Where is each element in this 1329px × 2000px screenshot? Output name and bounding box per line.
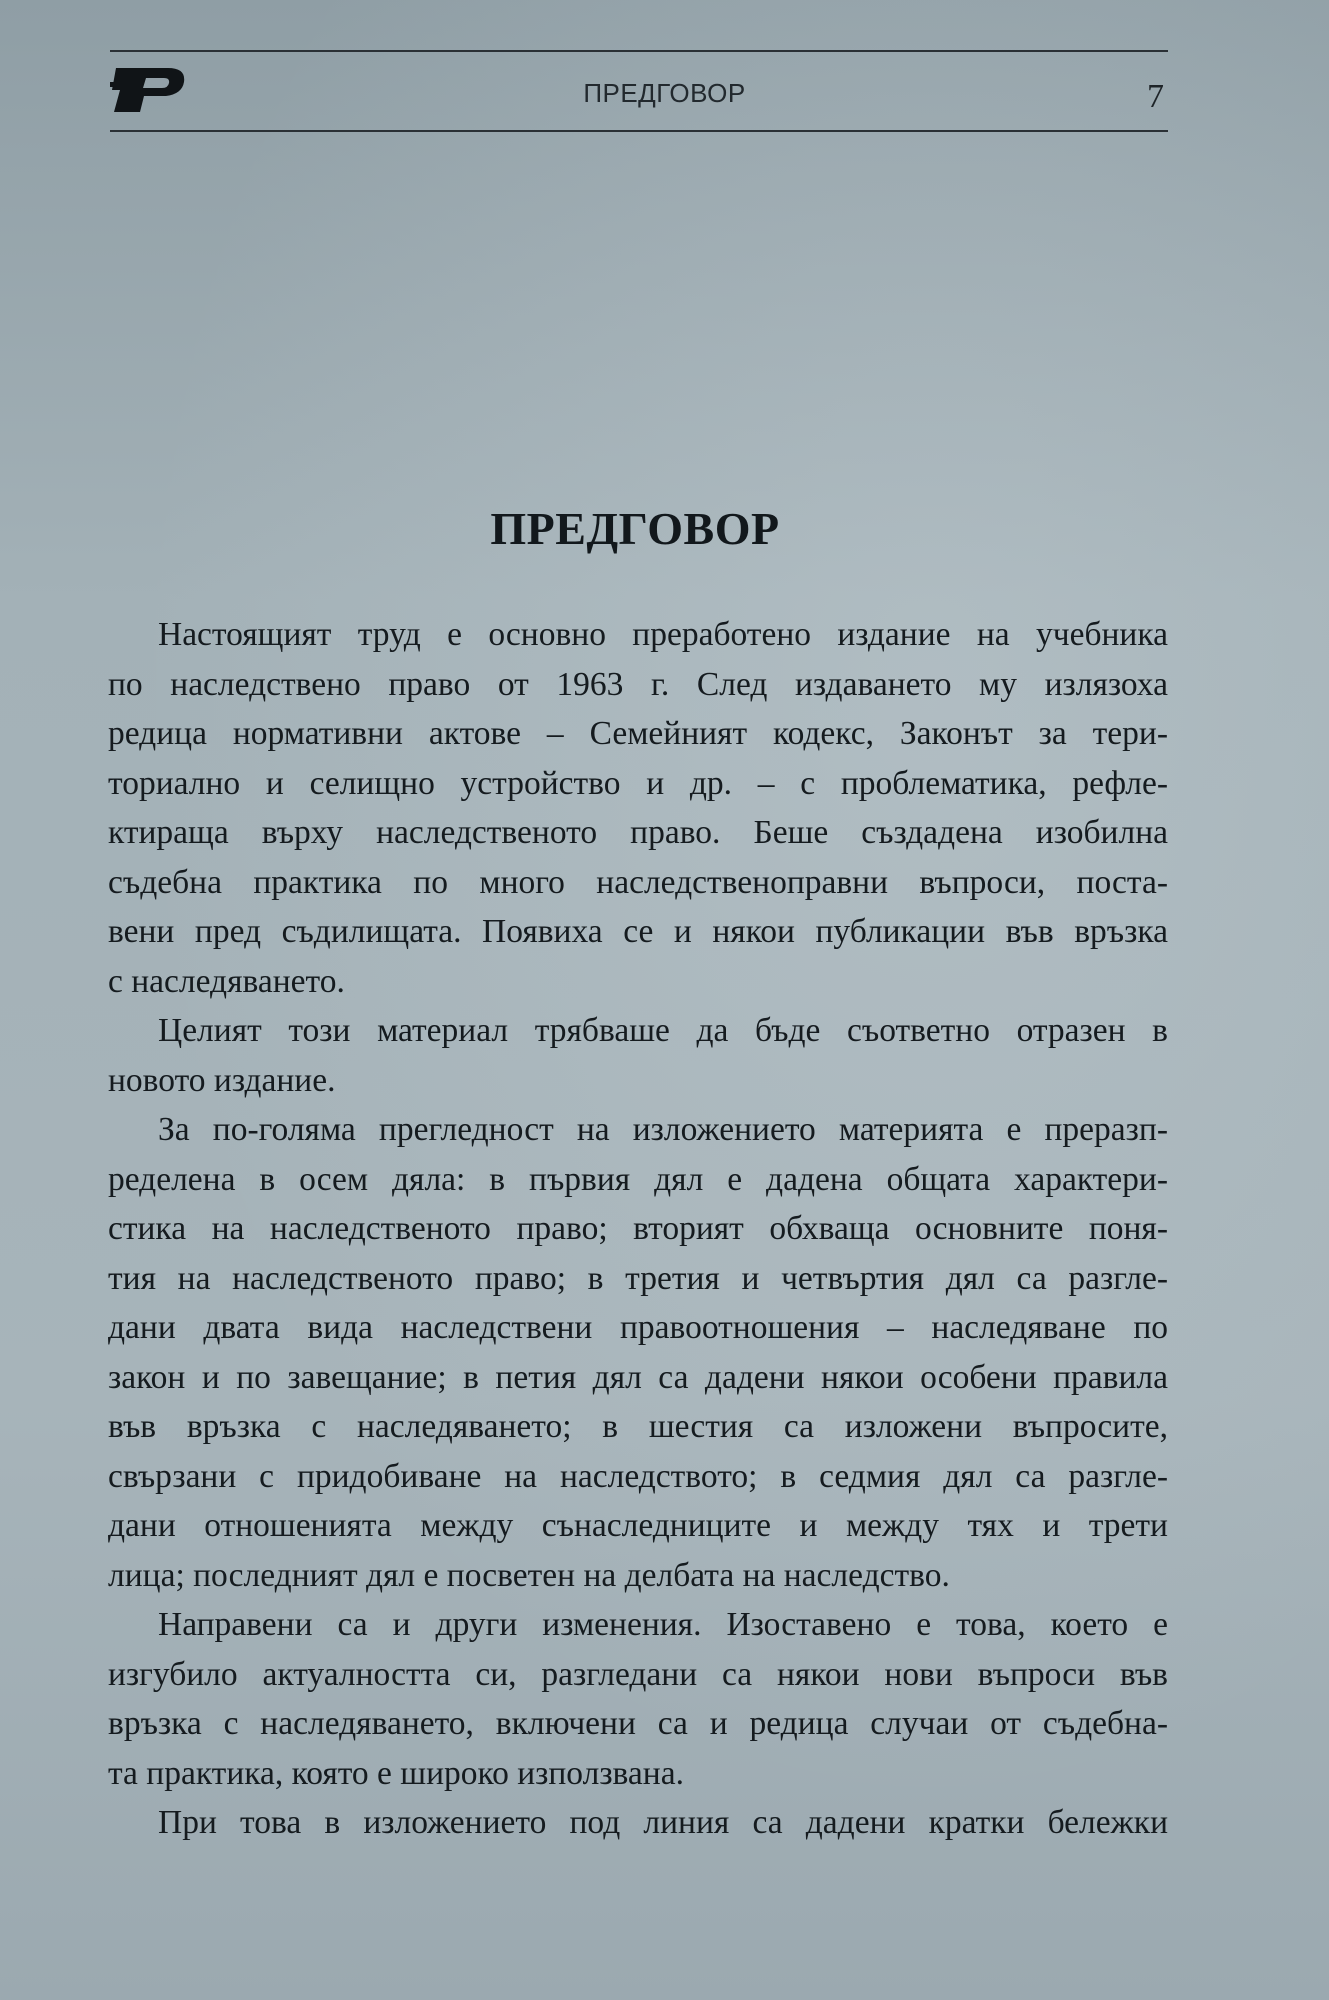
- text-line: дани двата вида наследствени правоотношения – наследяване по: [108, 1309, 1168, 1346]
- text-line: по наследствено право от 1963 г. След издаването му излязоха: [108, 665, 1168, 703]
- header-top-rule: [110, 50, 1168, 52]
- text-line: закон и по завещание; в петия дял са дадени някои особени правила: [108, 1358, 1168, 1396]
- running-head: ПРЕДГОВОР: [583, 78, 746, 108]
- paragraph: [108, 1798, 1168, 1848]
- text-line: изгубило актуалността си, разгледани са някои нови въпроси във: [108, 1655, 1168, 1693]
- text-line: ториално и селищно устройство и др. – с проблематика, рефле-: [108, 764, 1168, 802]
- chapter-title: ПРЕДГОВОР: [490, 503, 780, 554]
- text-line: Целият този материал трябваше да бъде съответно отразен в: [158, 1012, 1168, 1049]
- text-line: тия на наследственото право; в третия и четвъртия дял са разгле-: [108, 1259, 1168, 1297]
- text-line: ределена в осем дяла: в първия дял е дадена общата характери-: [108, 1160, 1168, 1198]
- text-line: та практика, която е широко използвана.: [108, 1754, 684, 1792]
- text-line: свързани с придобиване на наследството; в седмия дял са разгле-: [108, 1457, 1168, 1495]
- text-line: във връзка с наследяването; в шестия са изложени въпросите,: [108, 1408, 1168, 1445]
- text-line: При това в изложението под линия са дадени кратки бележки: [158, 1804, 1168, 1841]
- text-line: дани отношенията между сънаследниците и между тях и трети: [108, 1507, 1168, 1544]
- text-line: връзка с наследяването, включени са и редица случаи от съдебна-: [108, 1705, 1168, 1742]
- text-line: Настоящият труд е основно преработено издание на учебника: [158, 616, 1168, 653]
- paragraph: [108, 1600, 1168, 1798]
- header-bottom-rule: [110, 130, 1168, 132]
- text-line: редица нормативни актове – Семейният кодекс, Законът за тери-: [108, 715, 1168, 752]
- text-line: новото издание.: [108, 1061, 336, 1099]
- text-line: лица; последният дял е посветен на делбата на наследство.: [108, 1556, 950, 1594]
- text-line: стика на наследственото право; вторият обхваща основните поня-: [108, 1210, 1168, 1247]
- text-line: ктираща върху наследственото право. Беше създадена изобилна: [108, 814, 1168, 851]
- paragraph: [108, 1105, 1168, 1600]
- body-text: [108, 610, 1168, 1848]
- paragraph: [108, 610, 1168, 1006]
- text-line: съдебна практика по много наследственоправни въпроси, поста-: [108, 863, 1168, 901]
- text-line: За по-голяма прегледност на изложението материята е преразп-: [158, 1111, 1168, 1148]
- text-line: с наследяването.: [108, 962, 345, 1000]
- text-line: Направени са и други изменения. Изоставено е това, което е: [158, 1606, 1168, 1643]
- paragraph: [108, 1006, 1168, 1105]
- text-line: вени пред съдилищата. Появиха се и някои публикации във връзка: [108, 913, 1168, 950]
- page-number: 7: [1147, 78, 1164, 115]
